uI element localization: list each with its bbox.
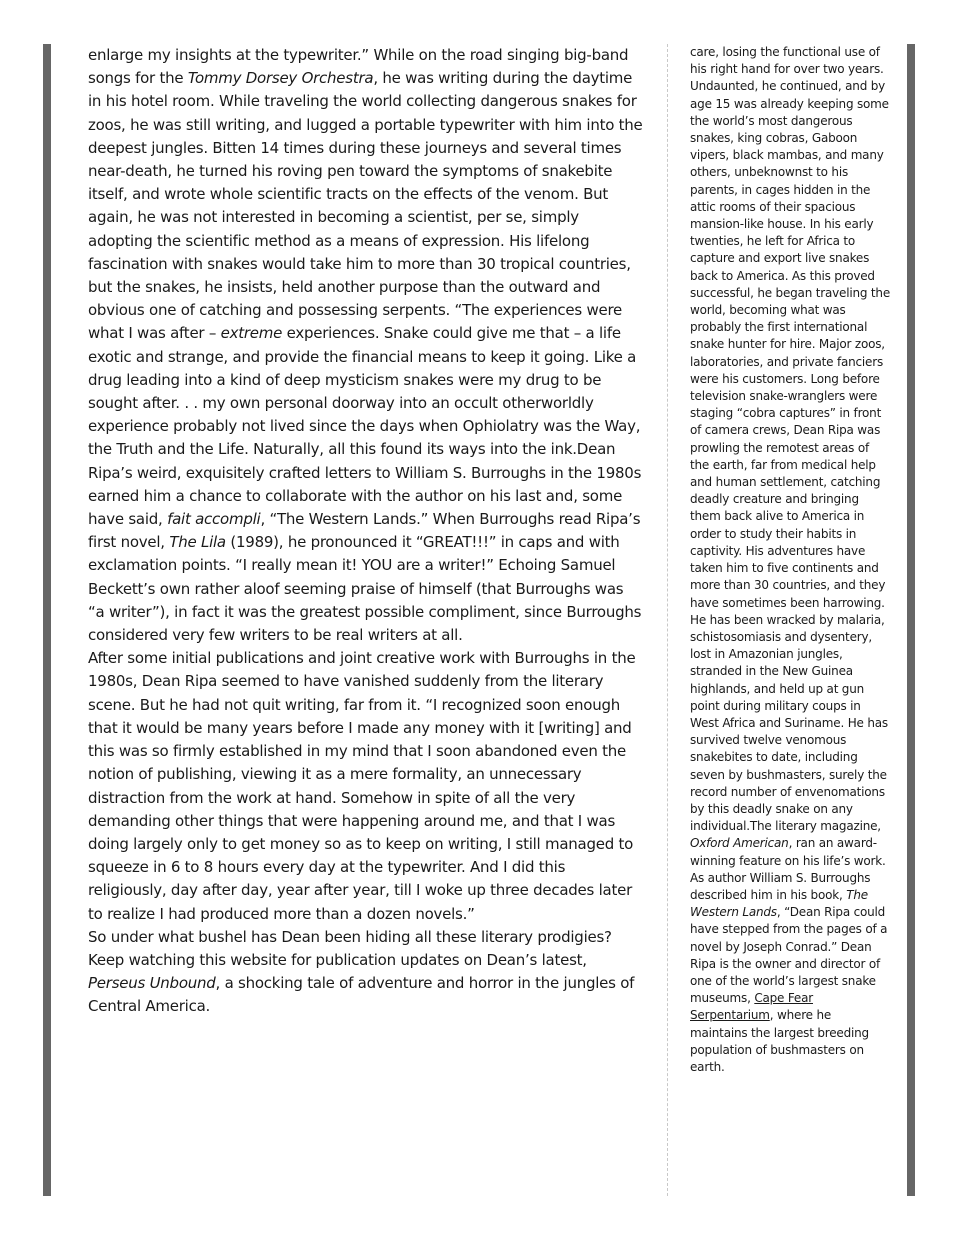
main-article-column: [88, 44, 643, 1019]
sidebar-bio-column: [690, 44, 890, 1076]
italic-title: Perseus Unbound: [88, 974, 216, 993]
italic-title: The Western Lands: [690, 887, 868, 920]
italic-title: The Lila: [169, 533, 226, 552]
text-run: , “Dean Ripa could have stepped from the pages of a novel by Joseph Conrad.” Dean Ripa is the owner and director of one of the world’s largest snake museums,: [690, 905, 888, 1006]
text-run: experiences. Snake could give me that – a life exotic and strange, and provide the financial means to keep it going. Like a drug leading into a kind of deep mysticism snakes were my drug to be sought after. . . my own personal doorway into an occult otherworldly experience probably not lived since the days when Ophiolatry was the Way, the Truth and the Life. Naturally, all this found its ways into the ink.Dean Ripa’s weird, exquisitely crafted letters to William S. Burroughs in the 1980s earned him a chance to collaborate with the author on his last and, some have said,: [88, 324, 642, 529]
italic-title: Oxford American: [690, 836, 789, 851]
text-run: , where he maintains the largest breeding population of bushmasters on earth.: [690, 1008, 869, 1074]
text-run: care, losing the functional use of his right hand for over two years. Undaunted, he continued, and by age 15 was already keeping some the world’s most dangerous snakes, king cobras, Gaboon vipers, black mambas, and many others, unbeknownst to his parents, in cages hidden in the attic rooms of their spacious mansion-like house. In his early twenties, he left for Africa to capture and export live snakes back to America. As this proved successful, he began traveling the world, becoming what was probably the first international snake hunter for hire. Major zoos, laboratories, and private fanciers were his customers. Long before television snake-wranglers were staging “cobra captures” in front of camera crews, Dean Ripa was prowling the remotest areas of the earth, far from medical help and human settlement, catching deadly creature and bringing them back alive to America in order to study their habits in captivity. His adventures have taken him to five continents and more than 30 countries, and they have sometimes been harrowing. He has been wracked by malaria, schistosomiasis and dysentery, lost in Amazonian jungles, stranded in the New Guinea highlands, and held up at gun point during military coups in West Africa and Suriname. He has survived twelve venomous snakebites to date, including seven by bushmasters, surely the record number of envenomations by this deadly snake on any individual.The literary magazine,: [690, 45, 891, 834]
text-run: , a shocking tale of adventure and horror in the jungles of Central America.: [88, 974, 635, 1016]
text-run: So under what bushel has Dean been hiding all these literary prodigies? Keep watching this website for publication updates on Dean’s latest,: [88, 927, 612, 969]
text-run: (1989), he pronounced it “GREAT!!!” in caps and with exclamation points. “I really mean it! YOU are a writer!” Echoing Samuel Beckett’s own rather aloof seeming praise of himself (that Burroughs was “a writer”), in fact it was the greatest possible compliment, since Burroughs considered very few writers to be real writers at all.: [88, 533, 642, 645]
column-divider: [667, 44, 668, 1196]
text-run: After some initial publications and joint creative work with Burroughs in the 1980s, Dean Ripa seemed to have vanished suddenly from the literary scene. But he had not quit writing, far from it. “I recognized soon enough that it would be many years before I made any money with it [writing] and this was so firmly established in my mind that I soon abandoned even the notion of publishing, viewing it as a mere formality, an unnecessary distraction from the work at hand. Somehow in spite of all the very demanding other things that were happening around me, and that I was doing largely only to get money so as to keep on writing, I still managed to squeeze in 6 to 8 hours every day at the typewriter. And I did this religiously, day after day, year after year, till I woke up three decades later to realize I had produced more than a dozen novels.”: [88, 649, 636, 923]
main-paragraph: [88, 926, 643, 1019]
main-paragraph: [88, 44, 643, 647]
sidebar-paragraph: [690, 44, 890, 1076]
left-border-bar: [43, 44, 51, 1196]
text-run: , “The Western Lands.” When Burroughs read Ripa’s first novel,: [88, 510, 641, 552]
right-border-bar: [907, 44, 915, 1196]
italic-phrase: fait accompli: [167, 510, 261, 529]
italic-title: Tommy Dorsey Orchestra: [187, 69, 374, 88]
italic-emphasis: extreme: [220, 324, 283, 343]
text-run: , he was writing during the daytime in his hotel room. While traveling the world collecting dangerous snakes for zoos, he was still writing, and lugged a portable typewriter with him into the deepest jungles. Bitten 14 times during these journeys and several times near-death, he turned his roving pen toward the symptoms of snakebite itself, and wrote whole scientific tracts on the effects of the venom. But again, he was not interested in becoming a scientist, per se, simply adopting the scientific method as a means of expression. His lifelong fascination with snakes would take him to more than 30 tropical countries, but the snakes, he insists, held another purpose than the outward and obvious one of catching and possessing serpents. “The experiences were what I was after –: [88, 69, 643, 343]
text-run: enlarge my insights at the typewriter.” While on the road singing big-band songs for the: [88, 46, 629, 88]
main-paragraph: [88, 647, 643, 925]
text-run: , ran an award-winning feature on his life’s work. As author William S. Burroughs described him in his book,: [690, 836, 886, 902]
serpentarium-link[interactable]: Cape Fear Serpentarium: [690, 991, 813, 1023]
